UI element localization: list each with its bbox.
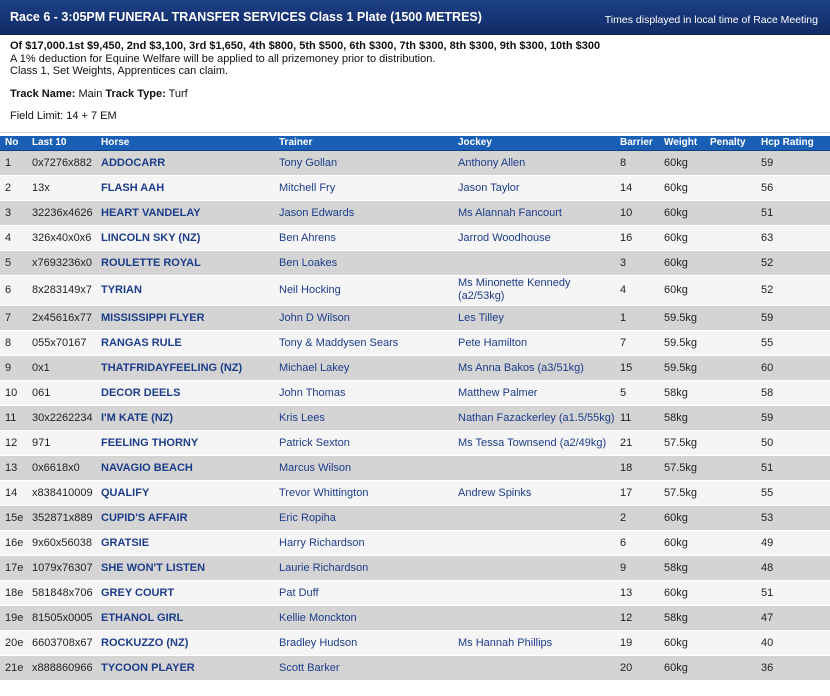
jockey-name-link[interactable]: Anthony Allen	[453, 150, 615, 175]
horse-name-link[interactable]: SHE WON'T LISTEN	[96, 555, 274, 580]
horse-name-link[interactable]: FEELING THORNY	[96, 430, 274, 455]
cell-weight: 60kg	[659, 250, 705, 275]
timezone-note: Times displayed in local time of Race Meeting	[604, 14, 818, 26]
cell-no: 16e	[0, 530, 27, 555]
cell-barrier: 13	[615, 580, 659, 605]
cell-barrier: 11	[615, 405, 659, 430]
cell-last10: 13x	[27, 175, 96, 200]
trainer-name-link[interactable]: Harry Richardson	[274, 530, 453, 555]
cell-hcp-rating: 51	[756, 580, 830, 605]
table-row	[0, 150, 830, 175]
table-row	[0, 330, 830, 355]
cell-last10: x7693236x0	[27, 250, 96, 275]
col-header-no[interactable]: No	[0, 136, 27, 151]
cell-hcp-rating: 52	[756, 275, 830, 305]
trainer-name-link[interactable]: Scott Barker	[274, 655, 453, 680]
trainer-name-link[interactable]: Trevor Whittington	[274, 480, 453, 505]
cell-penalty	[705, 330, 756, 355]
cell-last10: 32236x4626	[27, 200, 96, 225]
cell-hcp-rating: 50	[756, 430, 830, 455]
jockey-name-link[interactable]: Ms Anna Bakos (a3/51kg)	[453, 355, 615, 380]
cell-hcp-rating: 56	[756, 175, 830, 200]
cell-last10: 0x6618x0	[27, 455, 96, 480]
jockey-name-link[interactable]	[453, 455, 615, 480]
cell-weight: 57.5kg	[659, 430, 705, 455]
cell-barrier: 18	[615, 455, 659, 480]
trainer-name-link[interactable]: John D Wilson	[274, 305, 453, 330]
cell-penalty	[705, 480, 756, 505]
table-row	[0, 355, 830, 380]
jockey-name-link[interactable]: Matthew Palmer	[453, 380, 615, 405]
horse-name-link[interactable]: THATFRIDAYFEELING (NZ)	[96, 355, 274, 380]
jockey-name-link[interactable]: Les Tilley	[453, 305, 615, 330]
cell-last10: 055x70167	[27, 330, 96, 355]
cell-hcp-rating: 47	[756, 605, 830, 630]
cell-weight: 58kg	[659, 405, 705, 430]
cell-barrier: 20	[615, 655, 659, 680]
table-row	[0, 430, 830, 455]
cell-penalty	[705, 455, 756, 480]
field-table	[0, 136, 830, 681]
horse-name-link[interactable]: I'M KATE (NZ)	[96, 405, 274, 430]
cell-weight: 60kg	[659, 275, 705, 305]
cell-penalty	[705, 580, 756, 605]
cell-last10: 061	[27, 380, 96, 405]
cell-last10: 9x60x56038	[27, 530, 96, 555]
horse-name-link[interactable]: FLASH AAH	[96, 175, 274, 200]
horse-name-link[interactable]: GREY COURT	[96, 580, 274, 605]
trainer-name-link[interactable]: Jason Edwards	[274, 200, 453, 225]
cell-no: 8	[0, 330, 27, 355]
jockey-name-link[interactable]	[453, 555, 615, 580]
cell-no: 3	[0, 200, 27, 225]
trainer-name-link[interactable]: Neil Hocking	[274, 275, 453, 305]
cell-last10: 0x7276x882	[27, 150, 96, 175]
jockey-name-link[interactable]	[453, 605, 615, 630]
cell-hcp-rating: 40	[756, 630, 830, 655]
cell-hcp-rating: 52	[756, 250, 830, 275]
cell-barrier: 5	[615, 380, 659, 405]
col-header-trainer[interactable]: Trainer	[274, 136, 453, 151]
cell-hcp-rating: 51	[756, 455, 830, 480]
table-row	[0, 630, 830, 655]
cell-no: 13	[0, 455, 27, 480]
cell-penalty	[705, 355, 756, 380]
table-row	[0, 405, 830, 430]
cell-weight: 60kg	[659, 530, 705, 555]
cell-no: 5	[0, 250, 27, 275]
horse-name-link[interactable]: TYRIAN	[96, 275, 274, 305]
trainer-name-link[interactable]: Eric Ropiha	[274, 505, 453, 530]
jockey-name-link[interactable]	[453, 655, 615, 680]
cell-no: 12	[0, 430, 27, 455]
cell-hcp-rating: 53	[756, 505, 830, 530]
cell-penalty	[705, 225, 756, 250]
col-header-horse[interactable]: Horse	[96, 136, 274, 151]
cell-hcp-rating: 59	[756, 405, 830, 430]
horse-name-link[interactable]: ROULETTE ROYAL	[96, 250, 274, 275]
table-row	[0, 555, 830, 580]
jockey-name-link[interactable]: Ms Hannah Phillips	[453, 630, 615, 655]
col-header-penalty[interactable]: Penalty	[705, 136, 756, 151]
jockey-name-link[interactable]	[453, 580, 615, 605]
table-row	[0, 455, 830, 480]
cell-barrier: 4	[615, 275, 659, 305]
cell-no: 15e	[0, 505, 27, 530]
cell-no: 21e	[0, 655, 27, 680]
table-row	[0, 655, 830, 680]
cell-penalty	[705, 405, 756, 430]
cell-penalty	[705, 430, 756, 455]
cell-barrier: 6	[615, 530, 659, 555]
cell-penalty	[705, 150, 756, 175]
table-row	[0, 380, 830, 405]
cell-weight: 60kg	[659, 655, 705, 680]
trainer-name-link[interactable]: Kellie Monckton	[274, 605, 453, 630]
horse-name-link[interactable]: QUALIFY	[96, 480, 274, 505]
cell-hcp-rating: 59	[756, 305, 830, 330]
col-header-hcp[interactable]: Hcp Rating	[756, 136, 830, 151]
table-row	[0, 225, 830, 250]
table-row	[0, 505, 830, 530]
horse-name-link[interactable]: LINCOLN SKY (NZ)	[96, 225, 274, 250]
cell-penalty	[705, 250, 756, 275]
trainer-name-link[interactable]: Tony Gollan	[274, 150, 453, 175]
cell-weight: 59.5kg	[659, 305, 705, 330]
race-header	[0, 0, 830, 35]
table-row	[0, 175, 830, 200]
cell-barrier: 16	[615, 225, 659, 250]
jockey-name-link[interactable]: Jason Taylor	[453, 175, 615, 200]
cell-weight: 60kg	[659, 505, 705, 530]
cell-no: 10	[0, 380, 27, 405]
welfare-note: A 1% deduction for Equine Welfare will be applied to all prizemoney prior to distribution.	[10, 52, 436, 65]
trainer-name-link[interactable]: Marcus Wilson	[274, 455, 453, 480]
cell-weight: 59.5kg	[659, 330, 705, 355]
trainer-name-link[interactable]: Ben Loakes	[274, 250, 453, 275]
jockey-name-link[interactable]: Ms Tessa Townsend (a2/49kg)	[453, 430, 615, 455]
table-row	[0, 580, 830, 605]
jockey-name-link[interactable]: Ms Minonette Kennedy (a2/53kg)	[453, 275, 615, 305]
cell-last10: 0x1	[27, 355, 96, 380]
trainer-name-link[interactable]: Bradley Hudson	[274, 630, 453, 655]
table-row	[0, 530, 830, 555]
horse-name-link[interactable]: TYCOON PLAYER	[96, 655, 274, 680]
horse-name-link[interactable]: RANGAS RULE	[96, 330, 274, 355]
cell-no: 14	[0, 480, 27, 505]
cell-hcp-rating: 51	[756, 200, 830, 225]
jockey-name-link[interactable]: Andrew Spinks	[453, 480, 615, 505]
cell-barrier: 1	[615, 305, 659, 330]
cell-penalty	[705, 605, 756, 630]
cell-hcp-rating: 59	[756, 150, 830, 175]
cell-hcp-rating: 55	[756, 480, 830, 505]
table-row	[0, 275, 830, 305]
cell-no: 4	[0, 225, 27, 250]
cell-penalty	[705, 530, 756, 555]
cell-barrier: 21	[615, 430, 659, 455]
table-row	[0, 605, 830, 630]
cell-penalty	[705, 275, 756, 305]
cell-penalty	[705, 655, 756, 680]
cell-last10: 6603708x67	[27, 630, 96, 655]
col-header-barrier[interactable]: Barrier	[615, 136, 659, 151]
cell-hcp-rating: 49	[756, 530, 830, 555]
cell-hcp-rating: 60	[756, 355, 830, 380]
col-header-jockey[interactable]: Jockey	[453, 136, 615, 151]
cell-barrier: 12	[615, 605, 659, 630]
cell-last10: 326x40x0x6	[27, 225, 96, 250]
table-header-row	[0, 136, 830, 151]
prizemoney-text: Of $17,000.1st $9,450, 2nd $3,100, 3rd $1,650, 4th $800, 5th $500, 6th $300, 7th $300, 8th $300, 9th $300, 10th $300	[10, 40, 601, 52]
jockey-name-link[interactable]: Pete Hamilton	[453, 330, 615, 355]
cell-weight: 60kg	[659, 630, 705, 655]
trainer-name-link[interactable]: Michael Lakey	[274, 355, 453, 380]
cell-weight: 58kg	[659, 555, 705, 580]
cell-no: 11	[0, 405, 27, 430]
table-row	[0, 480, 830, 505]
cell-hcp-rating: 48	[756, 555, 830, 580]
horse-name-link[interactable]: ETHANOL GIRL	[96, 605, 274, 630]
race-info	[0, 35, 830, 123]
cell-weight: 60kg	[659, 225, 705, 250]
jockey-name-link[interactable]: Ms Alannah Fancourt	[453, 200, 615, 225]
cell-barrier: 10	[615, 200, 659, 225]
trainer-name-link[interactable]: Kris Lees	[274, 405, 453, 430]
cell-penalty	[705, 175, 756, 200]
horse-name-link[interactable]: DECOR DEELS	[96, 380, 274, 405]
field-limit: Field Limit: 14 + 7 EM	[10, 110, 117, 122]
cell-barrier: 9	[615, 555, 659, 580]
cell-last10: x888860966	[27, 655, 96, 680]
cell-hcp-rating: 55	[756, 330, 830, 355]
cell-no: 17e	[0, 555, 27, 580]
cell-weight: 59.5kg	[659, 355, 705, 380]
track-type-value: Turf	[168, 87, 188, 100]
cell-last10: 581848x706	[27, 580, 96, 605]
cell-penalty	[705, 200, 756, 225]
cell-penalty	[705, 630, 756, 655]
table-row	[0, 200, 830, 225]
horse-name-link[interactable]: GRATSIE	[96, 530, 274, 555]
cell-penalty	[705, 305, 756, 330]
cell-barrier: 14	[615, 175, 659, 200]
cell-barrier: 2	[615, 505, 659, 530]
cell-last10: x838410009	[27, 480, 96, 505]
trainer-name-link[interactable]: Laurie Richardson	[274, 555, 453, 580]
cell-weight: 60kg	[659, 580, 705, 605]
cell-weight: 58kg	[659, 605, 705, 630]
cell-no: 20e	[0, 630, 27, 655]
col-header-weight[interactable]: Weight	[659, 136, 705, 151]
table-row	[0, 305, 830, 330]
cell-no: 18e	[0, 580, 27, 605]
track-details	[10, 88, 820, 101]
jockey-name-link[interactable]: Nathan Fazackerley (a1.5/55kg)	[453, 405, 615, 430]
horse-name-link[interactable]: MISSISSIPPI FLYER	[96, 305, 274, 330]
cell-last10: 1079x76307	[27, 555, 96, 580]
cell-weight: 60kg	[659, 200, 705, 225]
cell-weight: 60kg	[659, 150, 705, 175]
cell-no: 6	[0, 275, 27, 305]
trainer-name-link[interactable]: John Thomas	[274, 380, 453, 405]
cell-last10: 352871x889	[27, 505, 96, 530]
horse-name-link[interactable]: ADDOCARR	[96, 150, 274, 175]
cell-penalty	[705, 555, 756, 580]
cell-barrier: 17	[615, 480, 659, 505]
col-header-last10[interactable]: Last 10	[27, 136, 96, 151]
cell-last10: 2x45616x77	[27, 305, 96, 330]
cell-no: 7	[0, 305, 27, 330]
table-row	[0, 250, 830, 275]
race-conditions: Class 1, Set Weights, Apprentices can claim.	[10, 65, 229, 77]
horse-name-link[interactable]: ROCKUZZO (NZ)	[96, 630, 274, 655]
trainer-name-link[interactable]: Tony & Maddysen Sears	[274, 330, 453, 355]
cell-penalty	[705, 505, 756, 530]
cell-weight: 58kg	[659, 380, 705, 405]
track-type-label: Track Type:	[105, 87, 166, 100]
track-name-label: Track Name:	[10, 87, 76, 100]
cell-last10: 8x283149x7	[27, 275, 96, 305]
trainer-name-link[interactable]: Mitchell Fry	[274, 175, 453, 200]
trainer-name-link[interactable]: Ben Ahrens	[274, 225, 453, 250]
cell-no: 9	[0, 355, 27, 380]
cell-weight: 60kg	[659, 175, 705, 200]
cell-hcp-rating: 58	[756, 380, 830, 405]
jockey-name-link[interactable]	[453, 250, 615, 275]
jockey-name-link[interactable]	[453, 530, 615, 555]
cell-barrier: 19	[615, 630, 659, 655]
cell-no: 19e	[0, 605, 27, 630]
trainer-name-link[interactable]: Patrick Sexton	[274, 430, 453, 455]
cell-no: 1	[0, 150, 27, 175]
cell-barrier: 7	[615, 330, 659, 355]
horse-name-link[interactable]: CUPID'S AFFAIR	[96, 505, 274, 530]
cell-barrier: 15	[615, 355, 659, 380]
horse-name-link[interactable]: HEART VANDELAY	[96, 200, 274, 225]
cell-hcp-rating: 36	[756, 655, 830, 680]
horse-name-link[interactable]: NAVAGIO BEACH	[96, 455, 274, 480]
cell-barrier: 8	[615, 150, 659, 175]
cell-weight: 57.5kg	[659, 480, 705, 505]
trainer-name-link[interactable]: Pat Duff	[274, 580, 453, 605]
cell-hcp-rating: 63	[756, 225, 830, 250]
cell-last10: 30x2262234	[27, 405, 96, 430]
cell-no: 2	[0, 175, 27, 200]
cell-last10: 971	[27, 430, 96, 455]
cell-barrier: 3	[615, 250, 659, 275]
cell-penalty	[705, 380, 756, 405]
jockey-name-link[interactable]	[453, 505, 615, 530]
race-title: Race 6 - 3:05PM FUNERAL TRANSFER SERVICES Class 1 Plate (1500 METRES)	[10, 10, 482, 24]
jockey-name-link[interactable]: Jarrod Woodhouse	[453, 225, 615, 250]
cell-weight: 57.5kg	[659, 455, 705, 480]
track-name-value: Main	[78, 87, 103, 100]
cell-last10: 81505x0005	[27, 605, 96, 630]
